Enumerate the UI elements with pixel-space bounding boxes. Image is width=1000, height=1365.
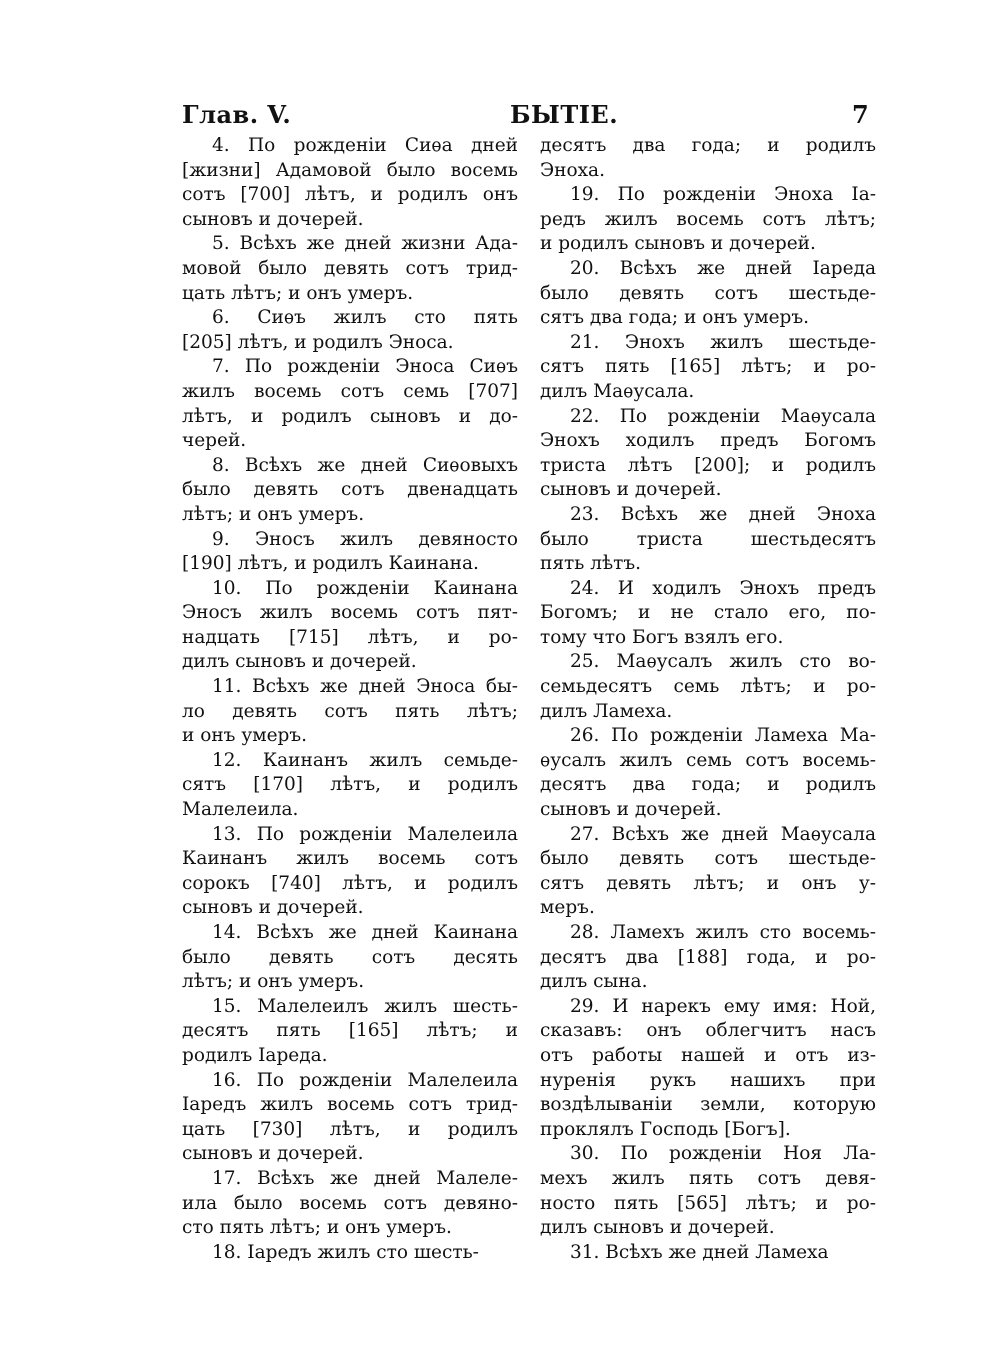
text-line: жилъ восемь сотъ семь [707] [182, 380, 518, 402]
text-line: и родилъ сыновъ и дочерей. [540, 233, 816, 255]
text-line: сыновъ и дочерей. [182, 897, 364, 919]
text-line: десятъ два года; и родилъ [540, 135, 876, 156]
text-line: дилъ сыновъ и дочерей. [182, 651, 417, 673]
text-line: семьдесятъ семь лѣтъ; и ро- [540, 676, 876, 698]
text-line: воздѣлываніи земли, которую [540, 1094, 876, 1116]
text-line: отъ работы нашей и отъ из- [540, 1044, 876, 1066]
text-line: ѳусалъ жилъ семь сотъ восемь- [540, 749, 876, 771]
text-line: лѣтъ; и онъ умеръ. [182, 503, 365, 525]
text-line: 16. По рожденіи Малелеила [212, 1069, 518, 1091]
text-line: было триста шестьдесятъ [540, 528, 876, 550]
text-line: [жизни] Адамовой было восемь [182, 159, 518, 181]
text-line: 11. Всѣхъ же дней Эноса бы- [212, 676, 518, 698]
verse-paragraph [540, 823, 876, 921]
page-number: 7 [852, 100, 870, 129]
text-line: редъ жилъ восемь сотъ лѣтъ; [540, 208, 876, 230]
text-line: 30. По рожденіи Ноя Ла- [570, 1143, 876, 1165]
verse-paragraph [182, 1241, 518, 1266]
text-line: сорокъ [740] лѣтъ, и родилъ [182, 872, 518, 894]
left-text-column [182, 134, 518, 1265]
text-line: черей. [182, 430, 247, 452]
verse-paragraph [182, 995, 518, 1069]
text-line: носто пять [565] лѣтъ; и ро- [540, 1192, 876, 1214]
text-line: 29. И нарекъ ему имя: Ной, [570, 995, 876, 1017]
verse-paragraph [182, 306, 518, 355]
text-line: было девять сотъ десять [182, 946, 518, 968]
text-line: 9. Эносъ жилъ девяносто [212, 528, 518, 550]
text-line: 24. И ходилъ Энохъ предъ [570, 577, 876, 599]
verse-paragraph [540, 1241, 876, 1266]
text-line: сыновъ и дочерей. [540, 799, 722, 821]
verse-paragraph [540, 995, 876, 1143]
text-line: 8. Всѣхъ же дней Сиѳовыхъ [212, 454, 518, 476]
text-line: ила было восемь сотъ девяно- [182, 1192, 518, 1214]
text-line: [205] лѣтъ, и родилъ Эноса. [182, 331, 454, 353]
text-line: меръ. [540, 897, 595, 919]
text-line: 6. Сиѳъ жилъ сто пять [212, 307, 518, 329]
text-line: сятъ [170] лѣтъ, и родилъ [182, 774, 518, 796]
text-line: Малелеила. [182, 799, 299, 821]
text-line: 23. Всѣхъ же дней Эноха [570, 503, 876, 525]
chapter-label: Глав. V. [182, 100, 292, 129]
verse-paragraph [540, 921, 876, 995]
text-line: цать [730] лѣтъ, и родилъ [182, 1118, 518, 1140]
text-line: сятъ пять [165] лѣтъ; и ро- [540, 356, 876, 378]
text-line: тому что Богъ взялъ его. [540, 626, 784, 648]
text-line: родилъ Іареда. [182, 1044, 328, 1066]
verse-paragraph [182, 454, 518, 528]
text-line: Эносъ жилъ восемь сотъ пят- [182, 602, 518, 624]
text-line: дилъ Маѳусала. [540, 380, 695, 402]
verse-paragraph [540, 134, 876, 183]
text-line: сятъ два года; и онъ умеръ. [540, 307, 810, 329]
verse-paragraph [182, 749, 518, 823]
text-line: и онъ умеръ. [182, 725, 308, 747]
verse-paragraph [182, 921, 518, 995]
text-line: проклялъ Господь [Богъ]. [540, 1118, 791, 1140]
text-line: Богомъ; и не стало его, по- [540, 602, 876, 624]
text-line: цать лѣтъ; и онъ умеръ. [182, 282, 414, 304]
text-line: триста лѣтъ [200]; и родилъ [540, 454, 876, 476]
text-line: пять лѣтъ. [540, 553, 641, 575]
text-line: 28. Ламехъ жилъ сто восемь- [570, 922, 876, 943]
text-line: 13. По рожденіи Малелеила [212, 823, 518, 845]
text-line: 14. Всѣхъ же дней Каинана [212, 922, 518, 943]
verse-paragraph [182, 577, 518, 675]
verse-paragraph [182, 1167, 518, 1241]
text-line: 26. По рожденіи Ламеха Ма- [570, 725, 876, 747]
text-line: десятъ два [188] года, и ро- [540, 946, 876, 968]
text-line: сто пять лѣтъ; и онъ умеръ. [182, 1217, 452, 1239]
text-line: 15. Малелеилъ жилъ шесть- [212, 995, 518, 1017]
verse-paragraph [540, 1142, 876, 1240]
text-line: сотъ [700] лѣтъ, и родилъ онъ [182, 184, 518, 206]
text-line: дилъ Ламеха. [540, 700, 673, 722]
text-line: дилъ сына. [540, 971, 648, 993]
verse-paragraph [182, 232, 518, 306]
verse-paragraph [540, 724, 876, 822]
text-line: сыновъ и дочерей. [182, 1143, 364, 1165]
text-line: 27. Всѣхъ же дней Маѳусала [570, 823, 876, 845]
text-line: 17. Всѣхъ же дней Малеле- [212, 1167, 518, 1189]
text-line: лѣтъ; и онъ умеръ. [182, 971, 365, 993]
text-line: 21. Энохъ жилъ шестьде- [570, 331, 876, 353]
page-title: БЫТІЕ. [510, 100, 619, 129]
text-line: лѣтъ, и родилъ сыновъ и до- [182, 405, 518, 427]
verse-paragraph [540, 650, 876, 724]
text-line: 22. По рожденіи Маѳусала [570, 405, 876, 427]
right-text-column [540, 134, 876, 1265]
text-line: сказавъ: онъ облегчитъ насъ [540, 1020, 876, 1042]
text-line: сятъ девять лѣтъ; и онъ у- [540, 872, 876, 894]
verse-paragraph [540, 405, 876, 503]
text-line: десятъ пять [165] лѣтъ; и [182, 1020, 518, 1042]
text-line: 10. По рожденіи Каинана [212, 577, 518, 599]
text-line: 7. По рожденіи Эноса Сиѳъ [212, 356, 518, 378]
text-line: надцать [715] лѣтъ, и ро- [182, 626, 518, 648]
text-line: 20. Всѣхъ же дней Іареда [570, 257, 876, 279]
verse-paragraph [540, 257, 876, 331]
text-line: 4. По рожденіи Сиѳа дней [212, 135, 518, 156]
verse-paragraph [182, 355, 518, 453]
text-line: [190] лѣтъ, и родилъ Каинана. [182, 553, 479, 575]
text-line: было девять сотъ двенадцать [182, 479, 518, 501]
text-line: было девять сотъ шестьде- [540, 282, 876, 304]
text-line: 19. По рожденіи Эноха Іа- [570, 184, 876, 206]
text-line: нуренія рукъ нашихъ при [540, 1069, 876, 1091]
text-line: 25. Маѳусалъ жилъ сто во- [570, 651, 876, 673]
verse-paragraph [182, 1069, 518, 1167]
text-line: сыновъ и дочерей. [540, 479, 722, 501]
text-line: сыновъ и дочерей. [182, 208, 364, 230]
text-line: десятъ два года; и родилъ [540, 774, 876, 796]
verse-paragraph [540, 503, 876, 577]
verse-paragraph [540, 331, 876, 405]
text-line: Іаредъ жилъ восемь сотъ трид- [182, 1094, 518, 1116]
verse-paragraph [182, 675, 518, 749]
text-line: было девять сотъ шестьде- [540, 848, 876, 870]
verse-paragraph [182, 134, 518, 232]
text-line: Эноха. [540, 159, 605, 181]
verse-paragraph [182, 823, 518, 921]
text-line: Каинанъ жилъ восемь сотъ [182, 848, 518, 870]
text-line: 5. Всѣхъ же дней жизни Ада- [212, 233, 518, 255]
verse-paragraph [540, 183, 876, 257]
text-line: дилъ сыновъ и дочерей. [540, 1217, 775, 1239]
text-line: 31. Всѣхъ же дней Ламеха [570, 1241, 829, 1263]
text-line: мехъ жилъ пять сотъ девя- [540, 1167, 876, 1189]
text-line: 18. Іаредъ жилъ сто шесть- [212, 1241, 479, 1263]
verse-paragraph [540, 577, 876, 651]
verse-paragraph [182, 528, 518, 577]
text-line: Энохъ ходилъ предъ Богомъ [540, 430, 876, 452]
text-line: мовой было девять сотъ трид- [182, 257, 518, 279]
text-line: 12. Каинанъ жилъ семьде- [212, 749, 518, 771]
text-line: ло девять сотъ пять лѣтъ; [182, 700, 518, 722]
